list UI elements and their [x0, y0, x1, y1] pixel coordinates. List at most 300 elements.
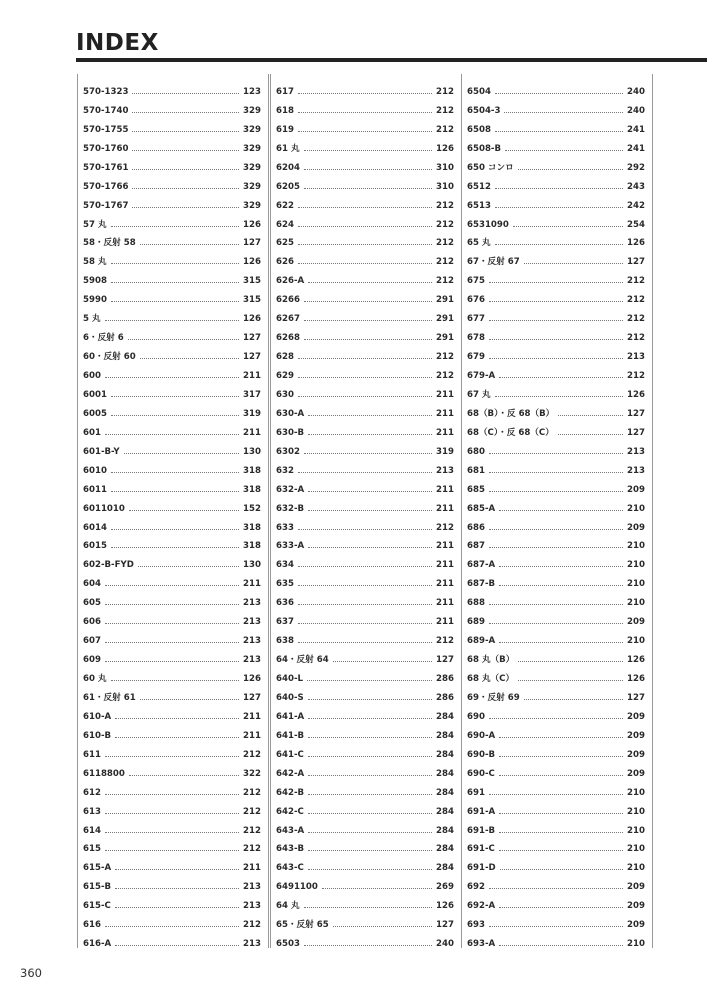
index-entry-key: 61・反射 61: [83, 692, 136, 703]
index-entry-page: 212: [627, 295, 645, 306]
index-entry: [83, 608, 261, 627]
index-entry: [276, 343, 454, 362]
index-entry-key: 610-A: [83, 711, 112, 722]
index-entry: [467, 703, 645, 722]
dot-leader: [524, 699, 623, 700]
index-entry-page: 212: [627, 333, 645, 344]
index-entry-page: 213: [243, 636, 261, 647]
index-entry: [276, 362, 454, 381]
index-entry-page: 209: [627, 522, 645, 533]
index-entry-page: 329: [243, 162, 261, 173]
index-entry-key: 600: [83, 371, 101, 381]
index-entry-key: 633-A: [276, 541, 305, 552]
dot-leader: [513, 226, 623, 227]
dot-leader: [489, 794, 623, 795]
index-entry-page: 315: [243, 295, 261, 306]
page-title: INDEX: [76, 30, 159, 56]
dot-leader: [308, 813, 432, 814]
index-entry-page: 318: [243, 522, 261, 533]
index-entry-key: 626: [276, 257, 294, 268]
index-column-2: [276, 78, 454, 949]
index-entry-page: 211: [436, 598, 454, 609]
index-entry: [467, 533, 645, 552]
index-entry: [467, 741, 645, 760]
index-entry: [467, 116, 645, 135]
index-entry: [83, 192, 261, 211]
dot-leader: [495, 244, 624, 245]
index-entry: [467, 324, 645, 343]
index-entry: [467, 665, 645, 684]
index-entry-page: 241: [627, 124, 645, 135]
index-entry: [467, 400, 645, 419]
dot-leader: [298, 472, 432, 473]
index-entry: [83, 457, 261, 476]
page-number: 360: [20, 966, 42, 980]
index-entry-page: 210: [627, 560, 645, 571]
dot-leader: [308, 510, 432, 511]
index-entry: [276, 892, 454, 911]
index-entry-key: 632-B: [276, 503, 305, 514]
index-entry-page: 212: [627, 371, 645, 381]
dot-leader: [115, 718, 239, 719]
index-entry: [83, 741, 261, 760]
index-entry-page: 209: [627, 617, 645, 628]
dot-leader: [111, 415, 239, 416]
index-entry-page: 209: [627, 730, 645, 741]
dot-leader: [132, 188, 239, 189]
index-entry-page: 210: [627, 503, 645, 514]
index-entry-key: 6011: [83, 484, 107, 495]
index-entry-key: 679: [467, 352, 485, 363]
index-entry-key: 690-B: [467, 749, 496, 760]
index-entry-key: 605: [83, 598, 101, 609]
index-entry-key: 677: [467, 314, 485, 325]
index-entry: [467, 192, 645, 211]
index-entry-page: 209: [627, 749, 645, 760]
index-entry-key: 602-B-FYD: [83, 560, 134, 571]
index-entry-key: 628: [276, 352, 294, 363]
dot-leader: [489, 453, 623, 454]
index-entry: [276, 551, 454, 570]
index-entry-page: 243: [627, 181, 645, 192]
index-entry-key: 65・反射 65: [276, 920, 329, 931]
index-entry-key: 6302: [276, 446, 300, 457]
index-entry-page: 211: [436, 389, 454, 400]
index-entry-page: 213: [627, 446, 645, 457]
dot-leader: [298, 585, 432, 586]
index-entry-key: 615-B: [83, 882, 112, 893]
dot-leader: [489, 282, 623, 283]
dot-leader: [489, 339, 623, 340]
index-entry: [276, 97, 454, 116]
index-entry-key: 67 丸: [467, 389, 491, 400]
index-entry-key: 570-1767: [83, 200, 129, 211]
index-entry-page: 318: [243, 541, 261, 552]
index-entry: [83, 381, 261, 400]
index-entry-page: 210: [627, 806, 645, 817]
index-entry: [467, 589, 645, 608]
index-entry-key: 570-1755: [83, 124, 129, 135]
index-entry-key: 6205: [276, 181, 300, 192]
index-entry-key: 611: [83, 749, 101, 760]
dot-leader: [140, 699, 239, 700]
index-entry-key: 601-B-Y: [83, 446, 120, 457]
index-entry-page: 127: [627, 257, 645, 268]
dot-leader: [115, 907, 239, 908]
dot-leader: [489, 926, 623, 927]
dot-leader: [111, 301, 239, 302]
index-entry-key: 641-C: [276, 749, 304, 760]
dot-leader: [105, 377, 239, 378]
dot-leader: [298, 93, 432, 94]
index-entry-page: 123: [243, 86, 261, 97]
index-entry-page: 213: [243, 598, 261, 609]
index-entry: [276, 608, 454, 627]
index-entry-key: 609: [83, 655, 101, 666]
index-entry-page: 315: [243, 276, 261, 287]
index-entry: [276, 305, 454, 324]
index-entry-page: 210: [627, 541, 645, 552]
index-entry: [467, 343, 645, 362]
index-entry: [276, 419, 454, 438]
index-entry-key: 57 丸: [83, 219, 107, 230]
index-entry-key: 626-A: [276, 276, 305, 287]
index-entry: [276, 381, 454, 400]
dot-leader: [132, 169, 239, 170]
index-entry: [276, 646, 454, 665]
dot-leader: [308, 756, 432, 757]
index-entry: [83, 684, 261, 703]
dot-leader: [140, 244, 239, 245]
index-entry: [467, 646, 645, 665]
index-entry: [467, 911, 645, 930]
index-entry: [83, 400, 261, 419]
index-entry-key: 601: [83, 427, 101, 438]
index-entry-key: 687-B: [467, 579, 496, 590]
dot-leader: [489, 301, 623, 302]
index-entry: [83, 286, 261, 305]
dot-leader: [308, 869, 432, 870]
index-entry-key: 612: [83, 787, 101, 798]
dot-leader: [495, 207, 623, 208]
dot-leader: [304, 320, 432, 321]
index-entry: [83, 438, 261, 457]
index-entry-key: 624: [276, 219, 294, 230]
index-entry-page: 212: [436, 124, 454, 135]
index-entry-page: 210: [627, 844, 645, 855]
index-entry-page: 126: [243, 674, 261, 684]
index-entry: [467, 419, 645, 438]
index-entry-key: 691-C: [467, 844, 495, 855]
index-entry: [276, 495, 454, 514]
index-entry-key: 615-C: [83, 901, 111, 912]
dot-leader: [298, 263, 432, 264]
index-entry-key: 630-A: [276, 408, 305, 419]
index-entry-key: 629: [276, 371, 294, 381]
index-entry-key: 6011010: [83, 503, 125, 514]
dot-leader: [298, 566, 432, 567]
index-entry-key: 570-1766: [83, 181, 129, 192]
index-entry: [467, 135, 645, 154]
index-entry: [83, 135, 261, 154]
dot-leader: [499, 642, 623, 643]
dot-leader: [489, 358, 623, 359]
dot-leader: [105, 585, 239, 586]
dot-leader: [308, 832, 432, 833]
index-entry: [276, 854, 454, 873]
index-entry: [83, 665, 261, 684]
index-entry: [83, 570, 261, 589]
index-entry-page: 127: [243, 333, 261, 344]
dot-leader: [111, 472, 239, 473]
dot-leader: [307, 680, 432, 681]
index-entry-page: 212: [436, 636, 454, 647]
dot-leader: [304, 188, 432, 189]
index-entry: [276, 627, 454, 646]
dot-leader: [308, 415, 432, 416]
index-entry-key: 686: [467, 522, 485, 533]
index-entry-key: 64・反射 64: [276, 655, 329, 666]
index-entry-key: 68 丸（C）: [467, 674, 515, 684]
index-entry-key: 637: [276, 617, 294, 628]
dot-leader: [129, 775, 239, 776]
dot-leader: [111, 680, 240, 681]
index-entry: [83, 78, 261, 97]
index-entry-key: 58 丸: [83, 257, 107, 268]
dot-leader: [298, 529, 432, 530]
index-entry-page: 211: [243, 863, 261, 874]
index-entry-key: 685: [467, 484, 485, 495]
index-entry: [276, 703, 454, 722]
index-entry: [276, 930, 454, 949]
dot-leader: [499, 585, 623, 586]
index-entry-key: 691-D: [467, 863, 496, 874]
dot-leader: [129, 510, 239, 511]
dot-leader: [489, 472, 623, 473]
index-entry-key: 691: [467, 787, 485, 798]
index-entry-page: 212: [436, 276, 454, 287]
index-entry-key: 570-1761: [83, 162, 129, 173]
index-entry-page: 212: [243, 749, 261, 760]
index-entry-key: 693-A: [467, 939, 496, 950]
index-entry: [83, 116, 261, 135]
index-entry-page: 286: [436, 674, 454, 684]
index-entry-page: 126: [627, 238, 645, 249]
index-entry: [467, 267, 645, 286]
index-entry-page: 212: [436, 371, 454, 381]
dot-leader: [298, 623, 432, 624]
index-entry-page: 209: [627, 711, 645, 722]
index-entry-page: 212: [436, 105, 454, 116]
index-column-1: [83, 78, 261, 949]
index-entry-key: 60 丸: [83, 674, 107, 684]
dot-leader: [489, 529, 623, 530]
dot-leader: [500, 869, 623, 870]
index-entry-page: 240: [627, 86, 645, 97]
index-entry-page: 212: [243, 825, 261, 836]
index-entry-page: 317: [243, 389, 261, 400]
index-entry: [276, 324, 454, 343]
dot-leader: [489, 623, 623, 624]
index-entry-page: 212: [627, 314, 645, 325]
index-entry: [467, 97, 645, 116]
index-entry-key: 6508: [467, 124, 491, 135]
dot-leader: [495, 131, 623, 132]
dot-leader: [298, 604, 432, 605]
dot-leader: [308, 699, 432, 700]
index-entry: [83, 211, 261, 230]
dot-leader: [132, 112, 239, 113]
index-entry-page: 292: [627, 162, 645, 173]
index-entry-page: 212: [627, 276, 645, 287]
dot-leader: [298, 377, 432, 378]
index-entry-key: 6513: [467, 200, 491, 211]
index-entry-page: 213: [627, 352, 645, 363]
index-entry-page: 284: [436, 844, 454, 855]
index-entry-page: 127: [627, 692, 645, 703]
index-entry-key: 679-A: [467, 371, 496, 381]
dot-leader: [115, 945, 239, 946]
index-entry-key: 687-A: [467, 560, 496, 571]
dot-leader: [495, 93, 623, 94]
index-entry: [276, 230, 454, 249]
index-entry-key: 5 丸: [83, 314, 101, 325]
index-entry: [276, 135, 454, 154]
dot-leader: [115, 869, 239, 870]
index-entry: [467, 476, 645, 495]
dot-leader: [499, 832, 623, 833]
index-entry-page: 127: [243, 238, 261, 249]
dot-leader: [304, 339, 432, 340]
index-entry-key: 635: [276, 579, 294, 590]
index-entry: [276, 248, 454, 267]
index-entry-key: 6266: [276, 295, 300, 306]
index-entry-key: 692: [467, 882, 485, 893]
index-entry-page: 210: [627, 939, 645, 950]
index-entry: [83, 779, 261, 798]
dot-leader: [505, 150, 623, 151]
index-entry-page: 329: [243, 105, 261, 116]
index-entry: [467, 798, 645, 817]
index-entry-key: 5990: [83, 295, 107, 306]
index-entry: [276, 665, 454, 684]
index-entry: [83, 854, 261, 873]
index-entry-key: 632-A: [276, 484, 305, 495]
index-entry: [467, 930, 645, 949]
index-entry: [83, 722, 261, 741]
index-entry: [276, 476, 454, 495]
index-entry-key: 643-B: [276, 844, 305, 855]
index-entry-key: 688: [467, 598, 485, 609]
index-entry-key: 64 丸: [276, 901, 300, 912]
dot-leader: [308, 850, 432, 851]
dot-leader: [298, 131, 432, 132]
index-entry-page: 212: [436, 352, 454, 363]
index-entry: [467, 817, 645, 836]
index-entry-page: 240: [627, 105, 645, 116]
index-entry-key: 622: [276, 200, 294, 211]
index-entry-page: 211: [436, 408, 454, 419]
index-entry-key: 687: [467, 541, 485, 552]
index-entry: [276, 173, 454, 192]
dot-leader: [105, 661, 239, 662]
index-entry: [276, 438, 454, 457]
index-entry-key: 6503: [276, 939, 300, 950]
index-entry-page: 284: [436, 730, 454, 741]
index-entry-page: 242: [627, 200, 645, 211]
index-entry: [83, 267, 261, 286]
dot-leader: [111, 282, 239, 283]
index-entry-key: 616: [83, 920, 101, 931]
dot-leader: [132, 207, 239, 208]
index-entry: [83, 495, 261, 514]
index-entry: [83, 836, 261, 855]
index-entry-page: 291: [436, 295, 454, 306]
index-entry-key: 6・反射 6: [83, 333, 124, 344]
index-entry-key: 691-A: [467, 806, 496, 817]
index-entry-page: 241: [627, 143, 645, 154]
index-entry-key: 6512: [467, 181, 491, 192]
index-entry: [276, 267, 454, 286]
index-entry: [83, 533, 261, 552]
index-entry-key: 678: [467, 333, 485, 344]
dot-leader: [298, 244, 432, 245]
index-entry-key: 616-A: [83, 939, 112, 950]
dot-leader: [558, 415, 623, 416]
index-entry: [276, 722, 454, 741]
index-entry: [467, 779, 645, 798]
index-entry: [467, 78, 645, 97]
index-entry: [83, 173, 261, 192]
dot-leader: [489, 491, 623, 492]
index-entry-page: 284: [436, 749, 454, 760]
index-entry-key: 630: [276, 389, 294, 400]
dot-leader: [111, 226, 240, 227]
index-entry: [276, 192, 454, 211]
index-entry-key: 67・反射 67: [467, 257, 520, 268]
index-entry-page: 319: [243, 408, 261, 419]
index-entry-key: 641-A: [276, 711, 305, 722]
dot-leader: [308, 794, 432, 795]
index-entry-page: 213: [243, 939, 261, 950]
index-entry-page: 284: [436, 768, 454, 779]
index-entry: [83, 97, 261, 116]
index-entry: [276, 514, 454, 533]
index-entry-key: 630-B: [276, 427, 305, 438]
index-entry: [467, 722, 645, 741]
dot-leader: [105, 813, 239, 814]
index-entry-key: 6010: [83, 465, 107, 476]
index-entry: [276, 684, 454, 703]
dot-leader: [333, 926, 432, 927]
index-entry: [83, 419, 261, 438]
index-entry-key: 693: [467, 920, 485, 931]
dot-leader: [124, 453, 239, 454]
index-entry-page: 212: [243, 844, 261, 855]
index-entry-key: 6015: [83, 541, 107, 552]
index-entry: [467, 154, 645, 173]
index-entry-key: 6204: [276, 162, 300, 173]
index-entry-page: 310: [436, 181, 454, 192]
index-entry-page: 212: [243, 806, 261, 817]
index-entry-page: 209: [627, 484, 645, 495]
index-entry: [467, 211, 645, 230]
dot-leader: [499, 756, 623, 757]
index-entry: [467, 495, 645, 514]
dot-leader: [518, 661, 623, 662]
index-entry-key: 675: [467, 276, 485, 287]
index-entry-key: 691-B: [467, 825, 496, 836]
